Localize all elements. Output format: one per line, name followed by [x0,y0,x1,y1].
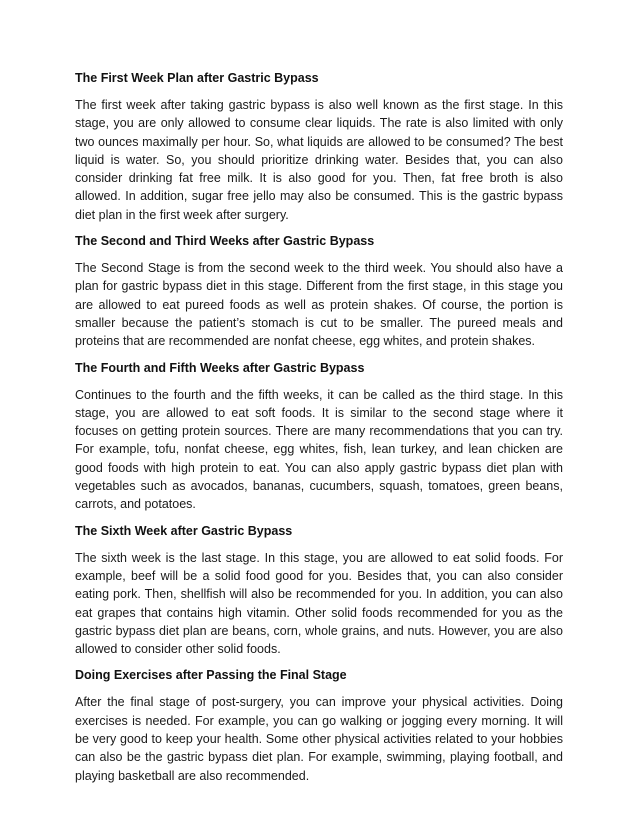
section-paragraph: The sixth week is the last stage. In this stage, you are allowed to eat solid foods. For example, beef will be a solid food good for you. Besides that, you can also consider eating pork. Then, shellfish will also be recommended for you. In addition, you can also eat grapes that contains high vitamin. Other solid foods recommended for you as the gastric bypass diet plan are beans, corn, whole grains, and nuts. However, you are also allowed to consider other solid foods. [75,550,563,657]
section-second-third-weeks [75,233,563,350]
section-first-week [75,70,563,224]
section-fourth-fifth-weeks [75,360,563,514]
section-heading: The Second and Third Weeks after Gastric Bypass [75,234,375,249]
section-paragraph: The Second Stage is from the second week to the third week. You should also have a plan for gastric bypass diet in this stage. Different from the first stage, in this stage you are allowed to eat pureed foods as well as protein shakes. Of course, the portion is smaller because the patient’s stomach is cut to be smaller. The pureed meals and proteins that are recommended are nonfat cheese, egg whites, and protein shakes. [75,261,563,349]
section-heading: The Fourth and Fifth Weeks after Gastric Bypass [75,360,365,375]
section-heading: Doing Exercises after Passing the Final Stage [75,668,347,683]
section-paragraph: Continues to the fourth and the fifth weeks, it can be called as the third stage. In this stage, you are allowed to eat soft foods. It is similar to the second stage where it focuses on getting protein sources. There are many recommendations that you can try. For example, tofu, nonfat cheese, egg whites, fish, lean turkey, and lean chicken are good foods with high protein to eat. You can also apply gastric bypass diet plan with vegetables such as avocados, bananas, cucumbers, squash, tomatoes, green beans, carrots, and potatoes. [75,387,563,512]
section-heading: The First Week Plan after Gastric Bypass [75,71,319,85]
document-page [75,70,563,794]
section-exercises [75,667,563,784]
section-paragraph: The first week after taking gastric bypass is also well known as the first stage. In this stage, you are only allowed to consume clear liquids. The rate is also limited with only two ounces maximally per hour. So, what liquids are allowed to be consumed? The best liquid is water. So, you should prioritize drinking water. Besides that, you can also consider drinking fat free milk. It is also good for you. Then, fat free broth is also allowed. In addition, sugar free jello may also be consumed. This is the gastric bypass diet plan in the first week after surgery. [75,98,563,222]
section-heading: The Sixth Week after Gastric Bypass [75,523,293,538]
section-sixth-week [75,523,563,659]
section-paragraph: After the final stage of post-surgery, you can improve your physical activities. Doing exercises is needed. For example, you can go walking or jogging every morning. It will be very good to keep your health. Some other physical activities related to your hobbies can also be the gastric bypass diet plan. For example, swimming, playing football, and playing basketball are also recommended. [75,695,563,783]
